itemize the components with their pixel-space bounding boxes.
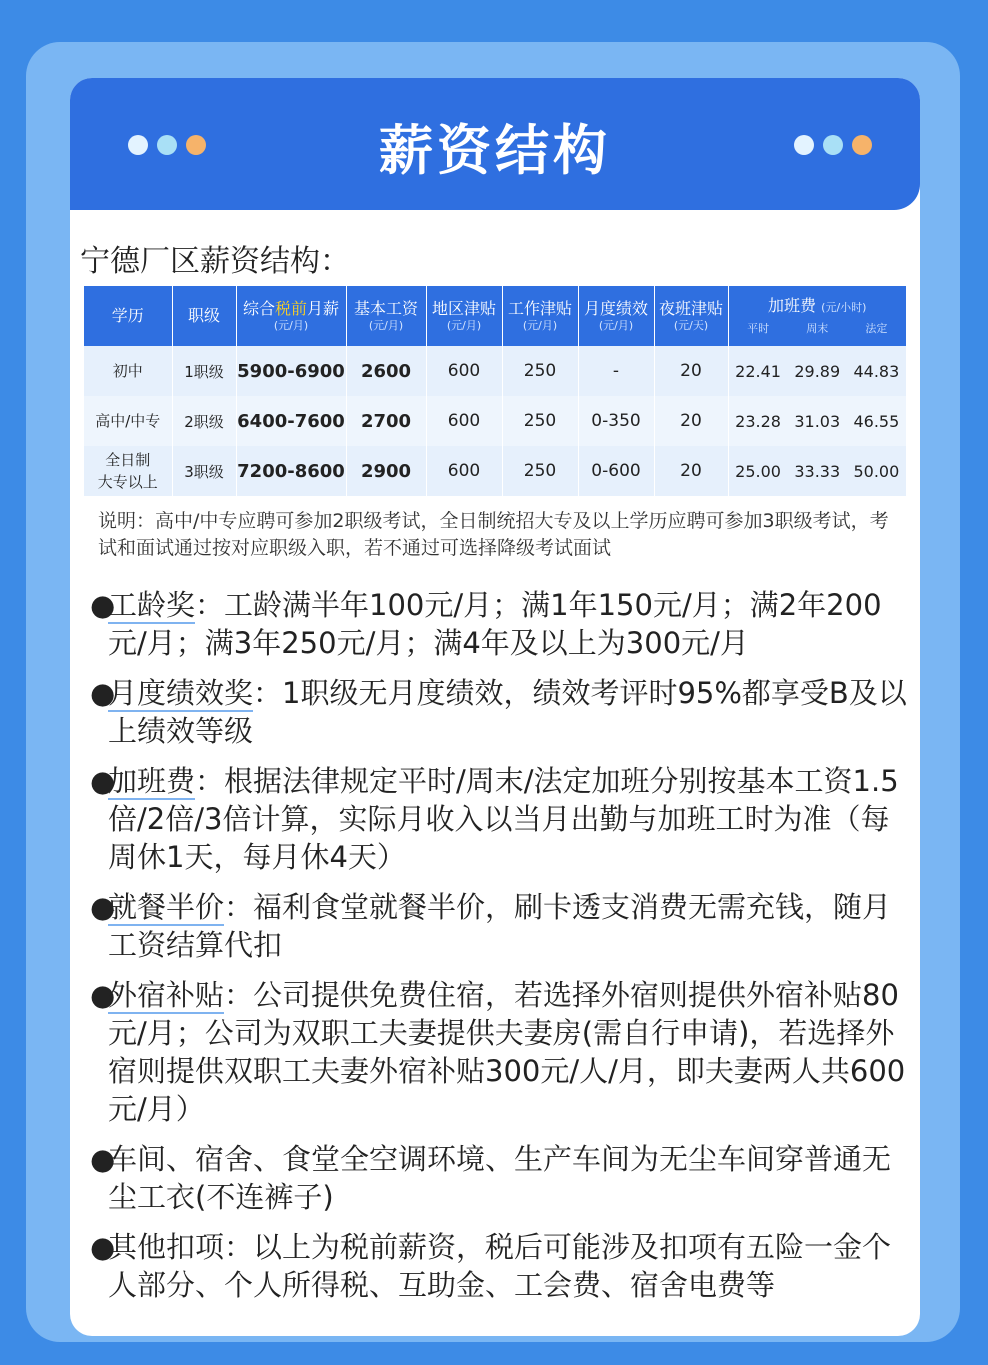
keyword: 加班费 xyxy=(108,764,196,798)
cell-work: 250 xyxy=(502,346,578,396)
dot-icon xyxy=(823,135,843,155)
cell-work: 250 xyxy=(502,396,578,446)
cell-level: 2职级 xyxy=(172,396,236,446)
title-banner xyxy=(70,78,920,210)
list-item: ●加班费：根据法律规定平时/周末/法定加班分别按基本工资1.5倍/2倍/3倍计算，实际月收入以当月出勤与加班工时为准（每周休1天，每月休4天） xyxy=(90,764,899,874)
list-item: ●其他扣项：以上为税前薪资，税后可能涉及扣项有五险一金个人部分、个人所得税、互助金、工会费、宿舍电费等 xyxy=(90,1230,892,1302)
cell-total: 6400-7600 xyxy=(236,396,346,446)
cell-night: 20 xyxy=(654,346,728,396)
cell-region: 600 xyxy=(426,346,502,396)
cell-perf: - xyxy=(578,346,654,396)
cell-education: 初中 xyxy=(84,346,172,396)
list-item: ●就餐半价：福利食堂就餐半价，刷卡透支消费无需充钱，随月工资结算代扣 xyxy=(90,890,892,962)
cell-overtime: 23.28 31.03 46.55 xyxy=(728,396,906,446)
decorative-dots-right xyxy=(794,135,881,157)
section-title: 宁德厂区薪资结构： xyxy=(80,244,350,279)
cell-education: 高中/中专 xyxy=(84,396,172,446)
header-work-allowance: 工作津贴 (元/月) xyxy=(502,286,578,346)
dot-icon xyxy=(852,135,872,155)
page-title: 薪资结构 xyxy=(379,119,611,182)
salary-table xyxy=(84,286,906,496)
list-item: ●月度绩效奖：1职级无月度绩效，绩效考评时95%都享受B及以上绩效等级 xyxy=(90,676,907,748)
keyword: 外宿补贴 xyxy=(108,978,225,1012)
benefits-list xyxy=(90,586,910,1316)
cell-night: 20 xyxy=(654,446,728,496)
cell-region: 600 xyxy=(426,446,502,496)
keyword: 工龄奖 xyxy=(108,588,196,622)
header-level: 职级 xyxy=(172,286,236,346)
header-night-allowance: 夜班津贴 (元/天) xyxy=(654,286,728,346)
tax-highlight: 税前 xyxy=(274,299,307,319)
cell-base: 2600 xyxy=(346,346,426,396)
cell-total: 5900-6900 xyxy=(236,346,346,396)
list-item: ●工龄奖：工龄满半年100元/月；满1年150元/月；满2年200元/月；满3年250元/月；满4年及以上为300元/月 xyxy=(90,588,882,660)
header-monthly-performance: 月度绩效 (元/月) xyxy=(578,286,654,346)
header-overtime: 加班费 (元/小时) 平时 周末 法定 xyxy=(728,286,906,346)
header-base-salary: 基本工资 (元/月) xyxy=(346,286,426,346)
list-item: ●车间、宿舍、食堂全空调环境、生产车间为无尘车间穿普通无尘工衣(不连裤子) xyxy=(90,1142,892,1214)
cell-perf: 0-600 xyxy=(578,446,654,496)
header-education: 学历 xyxy=(84,286,172,346)
cell-base: 2700 xyxy=(346,396,426,446)
cell-night: 20 xyxy=(654,396,728,446)
cell-work: 250 xyxy=(502,446,578,496)
header-total-salary: 综合税前月薪 (元/月) xyxy=(236,286,346,346)
cell-total: 7200-8600 xyxy=(236,446,346,496)
dot-icon xyxy=(794,135,814,155)
table-row xyxy=(84,396,906,446)
keyword: 月度绩效奖 xyxy=(108,676,254,710)
header-region-allowance: 地区津贴 (元/月) xyxy=(426,286,502,346)
table-row xyxy=(84,446,906,496)
cell-education: 全日制 大专以上 xyxy=(84,446,172,496)
cell-overtime: 25.00 33.33 50.00 xyxy=(728,446,906,496)
cell-overtime: 22.41 29.89 44.83 xyxy=(728,346,906,396)
keyword: 就餐半价 xyxy=(108,890,225,924)
cell-perf: 0-350 xyxy=(578,396,654,446)
table-note: 说明：高中/中专应聘可参加2职级考试，全日制统招大专及以上学历应聘可参加3职级考试，考试和面试通过按对应职级入职，若不通过可选择降级考试面试 xyxy=(98,510,889,559)
table-row xyxy=(84,346,906,396)
cell-base: 2900 xyxy=(346,446,426,496)
table-header-row xyxy=(84,286,906,346)
cell-region: 600 xyxy=(426,396,502,446)
content-card xyxy=(70,78,920,1336)
list-item: ●外宿补贴：公司提供免费住宿，若选择外宿则提供外宿补贴80元/月；公司为双职工夫妻提供夫妻房(需自行申请)，若选择外宿则提供双职工夫妻外宿补贴300元/人/月，即夫妻两人共600元/月） xyxy=(90,978,906,1126)
cell-level: 1职级 xyxy=(172,346,236,396)
cell-level: 3职级 xyxy=(172,446,236,496)
